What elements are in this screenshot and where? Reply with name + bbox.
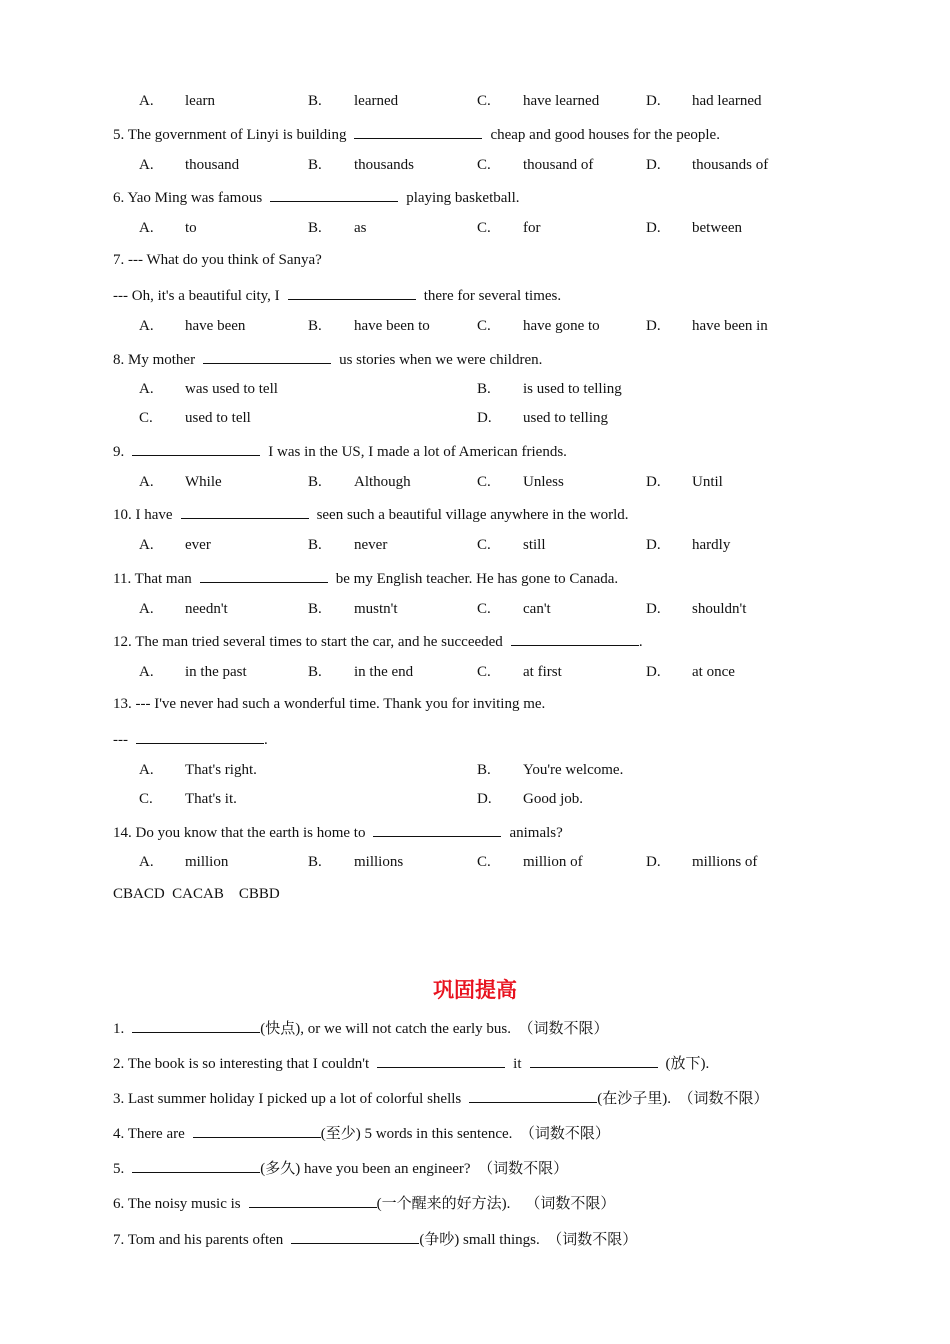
option-c: C. used to tell <box>139 410 251 426</box>
option-a: A. was used to tell <box>139 381 278 397</box>
option-b: B. as <box>308 220 367 236</box>
answer-blank <box>193 1123 321 1138</box>
option-a: A. While <box>139 474 222 490</box>
option-b: B. learned <box>308 93 399 109</box>
option-c: C. at first <box>477 664 562 680</box>
question-10: 10. I have seen such a beautiful village anywhere in the world. <box>113 504 629 524</box>
option-a: A. ever <box>139 537 211 553</box>
answer-blank <box>377 1053 505 1068</box>
option-a: A. million <box>139 854 229 870</box>
fill-item-1: 1. (快点), or we will not catch the early bus. （词数不限） <box>113 1018 609 1038</box>
option-b: B. in the end <box>308 664 414 680</box>
option-d: D. Until <box>646 474 723 490</box>
fill-item-3: 3. Last summer holiday I picked up a lot of colorful shells (在沙子里). （词数不限） <box>113 1088 769 1108</box>
option-d: D. Good job. <box>477 791 583 807</box>
question-13-prompt: 13. --- I've never had such a wonderful time. Thank you for inviting me. <box>113 696 546 712</box>
question-11: 11. That man be my English teacher. He has gone to Canada. <box>113 568 618 588</box>
option-d: D. had learned <box>646 93 762 109</box>
option-a: A. in the past <box>139 664 247 680</box>
answer-blank <box>511 631 639 646</box>
option-d: D. at once <box>646 664 735 680</box>
answer-blank <box>132 1018 260 1033</box>
fill-item-4: 4. There are (至少) 5 words in this sentence. （词数不限） <box>113 1123 610 1143</box>
option-a: A. have been <box>139 318 246 334</box>
option-a: A. thousand <box>139 157 240 173</box>
answer-blank <box>132 441 260 456</box>
answer-blank <box>203 349 331 364</box>
question-8: 8. My mother us stories when we were children. <box>113 349 542 369</box>
question-13: --- . <box>113 729 268 749</box>
option-d: D. hardly <box>646 537 731 553</box>
option-c: C. That's it. <box>139 791 237 807</box>
option-d: D. between <box>646 220 742 236</box>
answer-blank <box>136 729 264 744</box>
option-d: D. thousands of <box>646 157 769 173</box>
fill-item-5: 5. (多久) have you been an engineer? （词数不限） <box>113 1158 568 1178</box>
option-b: B. have been to <box>308 318 430 334</box>
option-d: D. have been in <box>646 318 768 334</box>
section-title: 巩固提高 <box>433 978 517 1002</box>
question-6: 6. Yao Ming was famous playing basketball. <box>113 187 520 207</box>
answer-blank <box>249 1193 377 1208</box>
option-d: D. used to telling <box>477 410 608 426</box>
option-c: C. million of <box>477 854 583 870</box>
option-b: B. is used to telling <box>477 381 622 397</box>
option-b: B. Although <box>308 474 411 490</box>
option-b: B. thousands <box>308 157 414 173</box>
answer-blank <box>270 187 398 202</box>
option-c: C. have gone to <box>477 318 600 334</box>
answer-blank <box>132 1158 260 1173</box>
answer-blank <box>469 1088 597 1103</box>
question-7: --- Oh, it's a beautiful city, I there for several times. <box>113 285 561 305</box>
option-c: C. Unless <box>477 474 564 490</box>
question-14: 14. Do you know that the earth is home to animals? <box>113 822 563 842</box>
question-9: 9. I was in the US, I made a lot of American friends. <box>113 441 567 461</box>
answer-blank <box>181 504 309 519</box>
option-c: C. thousand of <box>477 157 594 173</box>
answer-key: CBACD CACAB CBBD <box>113 886 280 902</box>
option-a: A. needn't <box>139 601 228 617</box>
option-c: C. for <box>477 220 541 236</box>
answer-blank <box>288 285 416 300</box>
answer-blank <box>291 1229 419 1244</box>
fill-item-6: 6. The noisy music is (一个醒来的好方法). （词数不限） <box>113 1193 615 1213</box>
option-b: B. never <box>308 537 388 553</box>
option-b: B. millions <box>308 854 404 870</box>
option-c: C. can't <box>477 601 551 617</box>
fill-item-2: 2. The book is so interesting that I couldn't it (放下). <box>113 1053 709 1073</box>
option-a: A. to <box>139 220 197 236</box>
question-12: 12. The man tried several times to start the car, and he succeeded . <box>113 631 643 651</box>
answer-blank <box>373 822 501 837</box>
option-c: C. have learned <box>477 93 600 109</box>
fill-item-7: 7. Tom and his parents often (争吵) small things. （词数不限） <box>113 1229 637 1249</box>
option-a: A. That's right. <box>139 762 257 778</box>
answer-blank <box>530 1053 658 1068</box>
option-b: B. You're welcome. <box>477 762 624 778</box>
option-d: D. millions of <box>646 854 758 870</box>
option-a: A. learn <box>139 93 215 109</box>
option-d: D. shouldn't <box>646 601 747 617</box>
option-c: C. still <box>477 537 546 553</box>
option-b: B. mustn't <box>308 601 398 617</box>
answer-blank <box>200 568 328 583</box>
answer-blank <box>354 124 482 139</box>
question-7-prompt: 7. --- What do you think of Sanya? <box>113 252 322 268</box>
question-5: 5. The government of Linyi is building cheap and good houses for the people. <box>113 124 720 144</box>
